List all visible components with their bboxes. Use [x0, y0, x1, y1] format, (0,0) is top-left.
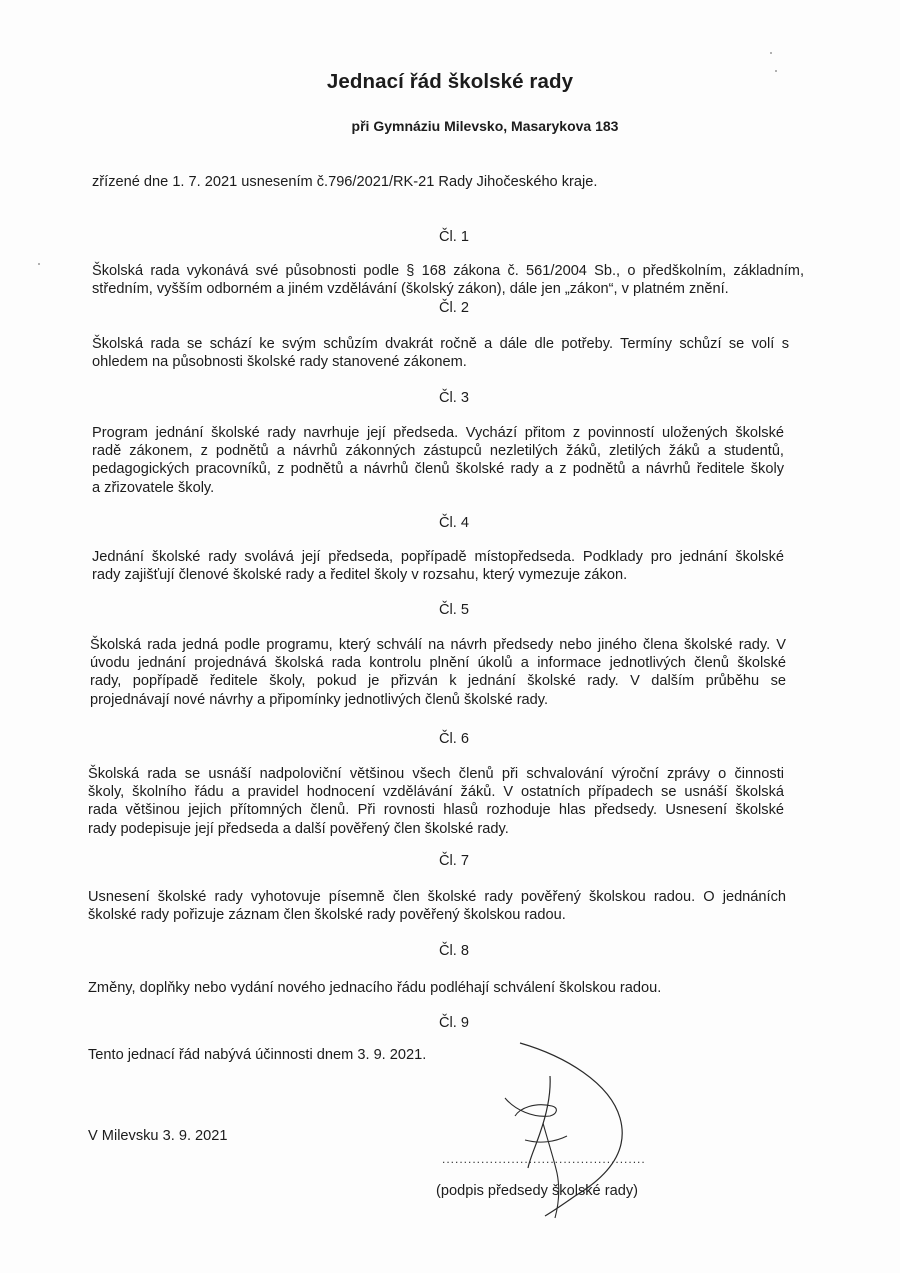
handwritten-signature [495, 1038, 645, 1228]
article-7-line-2: školské rady pořizuje záznam člen školské rady pověřený školskou radou. [88, 907, 566, 924]
article-2-line-2: ohledem na působnosti školské rady stanovené zákonem. [92, 354, 467, 371]
article-5-line-1: Školská rada jedná podle programu, který schválí na návrh předsedy nebo jiného člena školské rady. V [90, 637, 786, 653]
scan-speck [38, 263, 40, 265]
article-4-heading: Čl. 4 [438, 515, 469, 531]
article-1-line-1: Školská rada vykonává své působnosti podle § 168 zákona č. 561/2004 Sb., o předškolním, základním, [92, 263, 804, 279]
scan-speck [770, 52, 772, 54]
article-5-line-2: úvodu jednání projednává školská rada kontrolu plnění úkolů a informace jednotlivých členů školské [90, 655, 786, 672]
article-6-heading: Čl. 6 [438, 731, 469, 747]
article-8-line-1: Změny, doplňky nebo vydání nového jednacího řádu podléhají schválení školskou radou. [88, 980, 662, 996]
article-2-line-1: Školská rada se schází ke svým schůzím dvakrát ročně a dále dle potřeby. Termíny schůzí se volí s [92, 336, 789, 352]
article-3-line-2: radě zákonem, z podnětů a návrhů zákonných zástupců nezletilých žáků, zletilých žáků a studentů, [92, 443, 784, 460]
article-6-line-1: Školská rada se usnáší nadpoloviční většinou všech členů při schvalování výroční zprávy o činnosti [88, 766, 784, 782]
place-date: V Milevsku 3. 9. 2021 [88, 1128, 228, 1144]
scan-speck [775, 70, 777, 72]
article-3-line-1: Program jednání školské rady navrhuje její předseda. Vychází přitom z povinností uložených školské [92, 425, 784, 441]
signature-caption: (podpis předsedy školské rady) [436, 1183, 638, 1199]
article-9-line-1: Tento jednací řád nabývá účinnosti dnem 3. 9. 2021. [88, 1047, 427, 1063]
signature-line: ............................................... [442, 1152, 646, 1166]
article-6-line-4: rady podepisuje její předseda a další pověřený člen školské rady. [88, 820, 509, 837]
article-7-heading: Čl. 7 [438, 853, 469, 869]
article-1-line-2: středním, vyšším odborném a jiném vzdělávání (školský zákon), dále jen „zákon“, v platném znění. [92, 281, 729, 298]
article-6-line-3: rada většinou jejich přítomných členů. Při rovnosti hlasů rozhoduje hlas předsedy. Usnesení školské [88, 802, 784, 819]
article-4-line-2: rady zajišťují členové školské rady a ředitel školy v rozsahu, který vymezuje zákon. [92, 567, 628, 584]
article-2-text [92, 335, 789, 371]
article-1-text [92, 262, 804, 298]
article-4-line-1: Jednání školské rady svolává její předseda, popřípadě místopředseda. Podklady pro jednání školské [92, 549, 784, 565]
article-3-line-4: a zřizovatele školy. [92, 479, 215, 496]
article-8-heading: Čl. 8 [438, 943, 469, 959]
article-1-heading: Čl. 1 [438, 229, 469, 245]
intro-text: zřízené dne 1. 7. 2021 usnesením č.796/2021/RK-21 Rady Jihočeského kraje. [92, 174, 598, 190]
article-5-text [90, 636, 786, 709]
article-3-line-3: pedagogických pracovníků, z podnětů a návrhů členů školské rady a z podnětů a návrhů ředitele školy [92, 461, 784, 478]
article-5-line-3: rady, popřípadě ředitele školy, pokud je přizván k jednání školské rady. V dalším průběhu se [90, 673, 786, 690]
article-2-heading: Čl. 2 [438, 300, 469, 316]
article-5-line-4: projednávají nové návrhy a připomínky jednotlivých členů školské rady. [90, 691, 549, 708]
article-3-heading: Čl. 3 [438, 390, 469, 406]
article-9-heading: Čl. 9 [438, 1015, 469, 1031]
article-3-text [92, 424, 784, 497]
article-7-line-1: Usnesení školské rady vyhotovuje písemně člen školské rady pověřený školskou radou. O jednáních [88, 889, 786, 905]
article-6-line-2: školy, školního řádu a pravidel hodnocení vzdělávání žáků. V ostatních případech se usnáší školská [88, 784, 784, 801]
document-subtitle: při Gymnáziu Milevsko, Masarykova 183 [351, 118, 619, 134]
article-4-text [92, 548, 784, 584]
article-6-text [88, 765, 784, 838]
article-5-heading: Čl. 5 [438, 602, 469, 618]
document-title: Jednací řád školské rady [326, 70, 574, 93]
article-7-text [88, 888, 786, 924]
